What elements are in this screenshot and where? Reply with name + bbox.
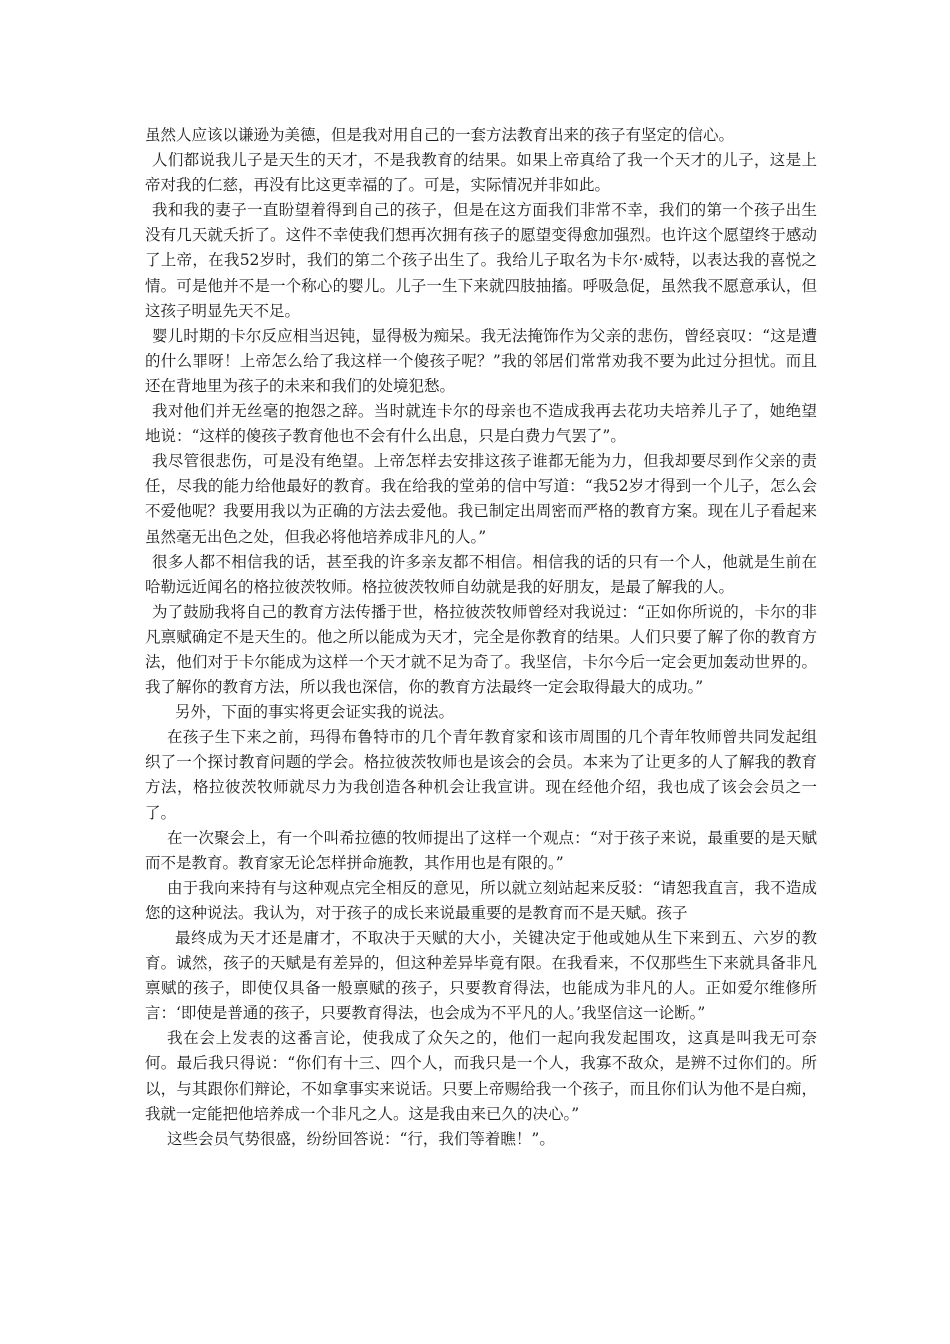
paragraph-10: 在孩子生下来之前，玛得布鲁特市的几个青年教育家和该市周围的几个青年牧师曾共同发起组织了一个探讨教育问题的学会。格拉彼茨牧师也是该会的会员。本来为了让更多的人了解我的教育方法，格拉彼茨牧师就尽力为我创造各种机会让我宣讲。现在经他介绍，我也成了该会会员之一了。: [145, 728, 817, 822]
paragraph-9: 另外，下面的事实将更会证实我的说法。: [175, 703, 455, 722]
paragraph-1: 虽然人应该以谦逊为美德，但是我对用自己的一套方法教育出来的孩子有坚定的信心。: [145, 126, 735, 144]
paragraph-11: 在一次聚会上，有一个叫希拉德的牧师提出了这样一个观点：“对于孩子来说，最重要的是天赋而不是教育。教育家无论怎样拼命施教，其作用也是有限的。”: [145, 828, 817, 872]
paragraph-12: 由于我向来持有与这种观点完全相反的意见，所以就立刻站起来反驳：“请恕我直言，我不造成您的这种说法。我认为，对于孩子的成长来说最重要的是教育而不是天赋。孩子: [145, 878, 817, 922]
paragraph-3: 我和我的妻子一直盼望着得到自己的孩子，但是在这方面我们非常不幸，我们的第一个孩子出生没有几天就夭折了。这件不幸使我们想再次拥有孩子的愿望变得愈加强烈。也许这个愿望终于感动了上帝，在我52岁时，我们的第二个孩子出生了。我给儿子取名为卡尔·威特，以表达我的喜悦之情。可是他并不是一个称心的婴儿。儿子一生下来就四肢抽搐。呼吸急促，虽然我不愿意承认，但这孩子明显先天不足。: [145, 201, 817, 320]
paragraph-5: 我对他们并无丝毫的抱怨之辞。当时就连卡尔的母亲也不造成我再去花功夫培养儿子了，她绝望地说：“这样的傻孩子教育他也不会有什么出息，只是白费力气罢了”。: [145, 402, 817, 446]
paragraph-13: 最终成为天才还是庸才，不取决于天赋的大小，关键决定于他或她从生下来到五、六岁的教育。诚然，孩子的天赋是有差异的，但这种差异毕竟有限。在我看来，不仅那些生下来就具备非凡禀赋的孩子，即使仅具备一般禀赋的孩子，只要教育得法，也能成为非凡的人。正如爱尔维修所言：‘即使是普通的孩子，只要教育得法，也会成为不平凡的人。’我坚信这一论断。”: [145, 929, 817, 1023]
paragraph-4: 婴儿时期的卡尔反应相当迟钝，显得极为痴呆。我无法掩饰作为父亲的悲伤，曾经哀叹：“这是遭的什么罪呀！上帝怎么给了我这样一个傻孩子呢？”我的邻居们常常劝我不要为此过分担忧。而且还在背地里为孩子的未来和我们的处境犯愁。: [145, 326, 817, 395]
paragraph-6: 我尽管很悲伤，可是没有绝望。上帝怎样去安排这孩子谁都无能为力，但我却要尽到作父亲的责任，尽我的能力给他最好的教育。我在给我的堂弟的信中写道：“我52岁才得到一个儿子，怎么会不爱他呢？我要用我以为正确的方法去爱他。我已制定出周密而严格的教育方案。现在儿子看起来虽然毫无出色之处，但我必将他培养成非凡的人。”: [145, 452, 817, 546]
paragraph-15: 这些会员气势很盛，纷纷回答说：“行，我们等着瞧！”。: [167, 1129, 555, 1148]
paragraph-2: 人们都说我儿子是天生的天才，不是我教育的结果。如果上帝真给了我一个天才的儿子，这是上帝对我的仁慈，再没有比这更幸福的了。可是，实际情况并非如此。: [145, 151, 817, 195]
paragraph-7: 很多人都不相信我的话，甚至我的许多亲友都不相信。相信我的话的只有一个人，他就是生前在哈勒远近闻名的格拉彼茨牧师。格拉彼茨牧师自幼就是我的好朋友，是最了解我的人。: [145, 552, 817, 596]
document-body: [145, 123, 817, 1152]
paragraph-14: 我在会上发表的这番言论，使我成了众矢之的，他们一起向我发起围攻，这真是叫我无可奈何。最后我只得说：“你们有十三、四个人，而我只是一个人，我寡不敌众，是辨不过你们的。所以，与其跟你们辩论，不如拿事实来说话。只要上帝赐给我一个孩子，而且你们认为他不是白痴，我就一定能把他培养成一个非凡之人。这是我由来已久的决心。”: [145, 1029, 817, 1123]
paragraph-8: 为了鼓励我将自己的教育方法传播于世，格拉彼茨牧师曾经对我说过：“正如你所说的，卡尔的非凡禀赋确定不是天生的。他之所以能成为天才，完全是你教育的结果。人们只要了解了你的教育方法，他们对于卡尔能成为这样一个天才就不足为奇了。我坚信，卡尔今后一定会更加轰动世界的。我了解你的教育方法，所以我也深信，你的教育方法最终一定会取得最大的成功。”: [145, 602, 817, 697]
